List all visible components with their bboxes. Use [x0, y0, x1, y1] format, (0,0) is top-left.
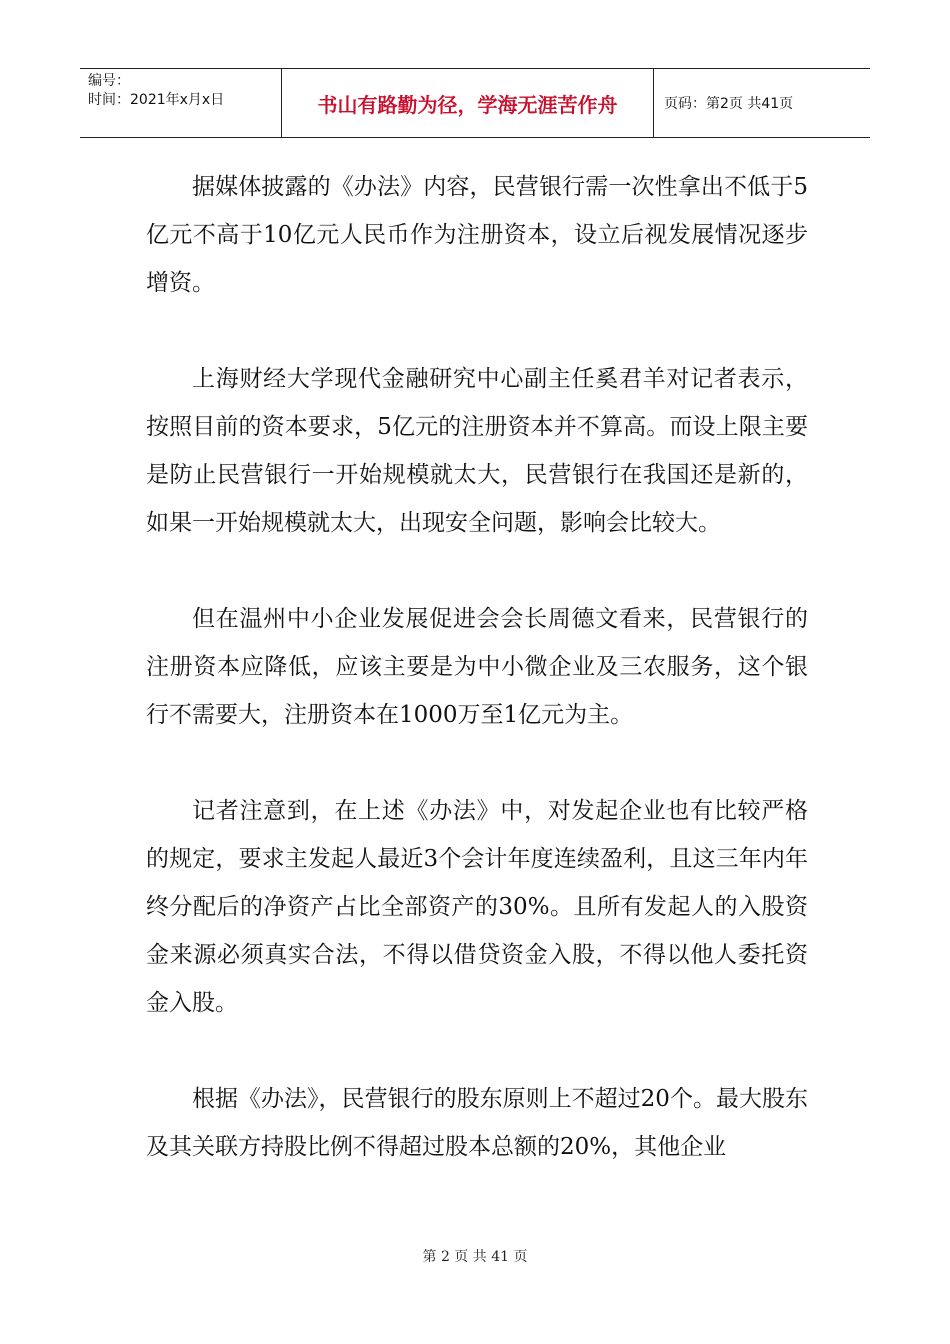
page-header	[80, 68, 870, 138]
document-body	[146, 163, 808, 1219]
header-meta	[80, 69, 281, 137]
document-number-label: 编号：	[88, 73, 130, 89]
paragraph: 记者注意到，在上述《办法》中，对发起企业也有比较严格的规定，要求主发起人最近3个会计年度连续盈利，且这三年内年终分配后的净资产占比全部资产的30%。且所有发起人的入股资金来源必须真实合法，不得以借贷资金入股，不得以他人委托资金入股。	[146, 798, 808, 1016]
paragraph: 上海财经大学现代金融研究中心副主任奚君羊对记者表示，按照目前的资本要求，5亿元的注册资本并不算高。而设上限主要是防止民营银行一开始规模就太大，民营银行在我国还是新的，如果一开始规模就太大，出现安全问题，影响会比较大。	[146, 366, 808, 536]
paragraph: 但在温州中小企业发展促进会会长周德文看来，民营银行的注册资本应降低，应该主要是为中小微企业及三农服务，这个银行不需要大，注册资本在1000万至1亿元为主。	[146, 606, 808, 728]
header-motto: 书山有路勤为径，学海无涯苦作舟	[317, 92, 618, 117]
paragraph: 根据《办法》，民营银行的股东原则上不超过20个。最大股东及其关联方持股比例不得超过股本总额的20%，其他企业	[146, 1086, 808, 1160]
header-divider	[653, 69, 654, 137]
document-date: 时间：2021年x月x日	[88, 92, 225, 108]
header-page-info: 页码：第2页 共41页	[664, 96, 794, 112]
paragraph: 据媒体披露的《办法》内容，民营银行需一次性拿出不低于5亿元不高于10亿元人民币作为注册资本，设立后视发展情况逐步增资。	[146, 174, 808, 296]
page-footer: 第 2 页 共 41 页	[422, 1249, 528, 1265]
